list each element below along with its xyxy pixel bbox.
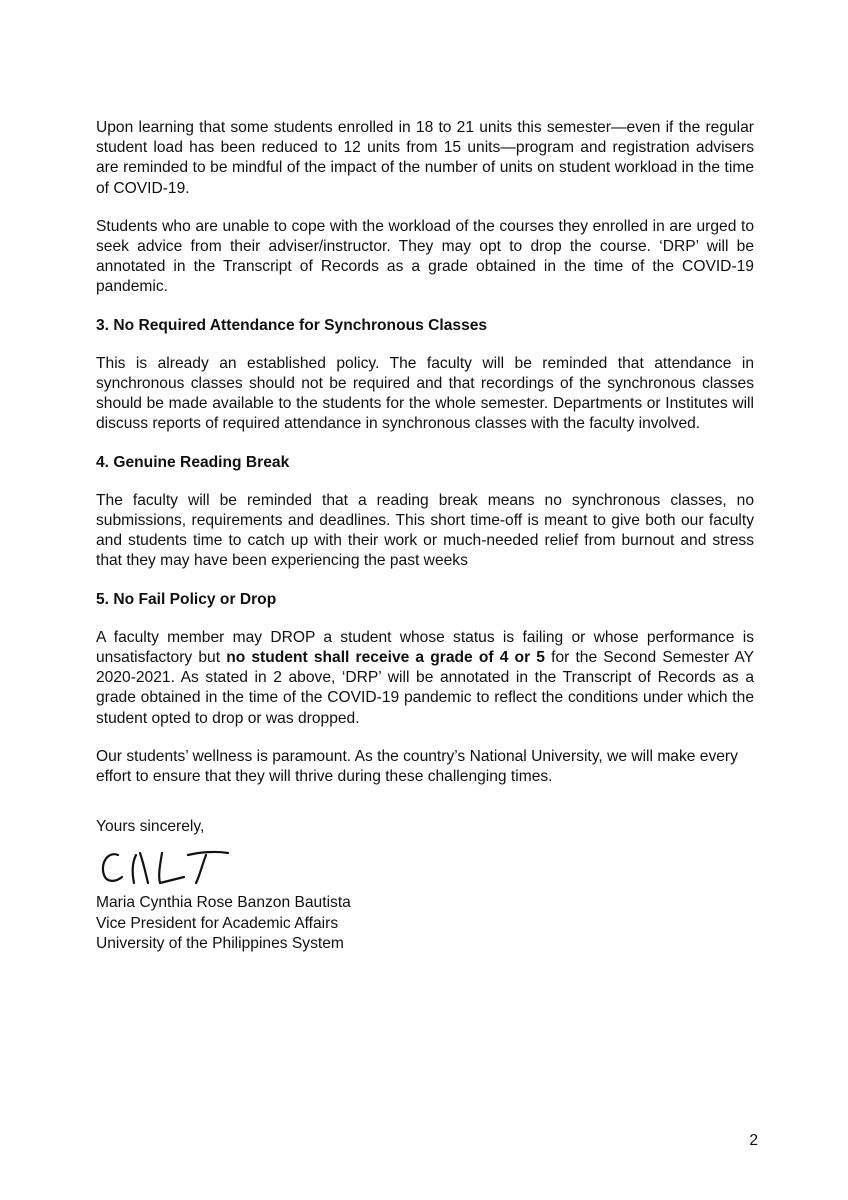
section-3-body: This is already an established policy. The faculty will be reminded that attendance in synchronous classes should not be required and that recordings of the synchronous classes should be made available to the students for the whole semester. Departments or Institutes will discuss reports of required attendance in synchronous classes with the faculty involved. (96, 354, 754, 433)
section-4-body: The faculty will be reminded that a reading break means no synchronous classes, no submissions, requirements and deadlines. This short time-off is meant to give both our faculty and students time to catch up with their work or much-needed relief from burnout and stress that they may have been experiencing the past weeks (96, 491, 754, 570)
letter-body (96, 118, 754, 954)
paragraph-unit-load: Upon learning that some students enrolled in 18 to 21 units this semester—even if the regular student load has been reduced to 12 units from 15 units—program and registration advisers are reminded to be mindful of the impact of the number of units on student workload in the time of COVID-19. (96, 119, 754, 197)
page-number: 2 (749, 1132, 758, 1149)
section-5-body-start: A faculty member may DROP a student whose status is failing or whose performance is unsatisfactory but (96, 628, 754, 667)
section-3-heading: 3. No Required Attendance for Synchronous Classes (96, 316, 488, 334)
salutation: Yours sincerely, (96, 818, 205, 836)
section-5-heading: 5. No Fail Policy or Drop (96, 590, 277, 608)
paragraph-drop-course: Students who are unable to cope with the workload of the courses they enrolled in are urged to seek advice from their adviser/instructor. They may opt to drop the course. ‘DRP’ will be annotated in the Transcript of Records as a grade obtained in the time of the COVID-19 pandemic. (96, 217, 754, 296)
signatory-organization: University of the Philippines System (96, 934, 344, 952)
signatory-name: Maria Cynthia Rose Banzon Bautista (96, 894, 351, 912)
handwritten-signature (96, 843, 754, 889)
signatory-title: Vice President for Academic Affairs (96, 914, 339, 932)
section-4-heading: 4. Genuine Reading Break (96, 453, 290, 471)
section-5-body (96, 628, 754, 729)
section-5-body-emphasis: no student shall receive a grade of 4 or 5 (226, 649, 545, 667)
closing-paragraph: Our students’ wellness is paramount. As the country’s National University, we will make every effort to ensure that they will thrive during these challenging times. (96, 747, 738, 786)
section-5-body-end: for the Second Semester AY 2020-2021. As stated in 2 above, ‘DRP’ will be annotated in the Transcript of Records as a grade obtained in the time of the COVID-19 pandemic to reflect the conditions under which the student opted to drop or was dropped. (96, 649, 754, 727)
